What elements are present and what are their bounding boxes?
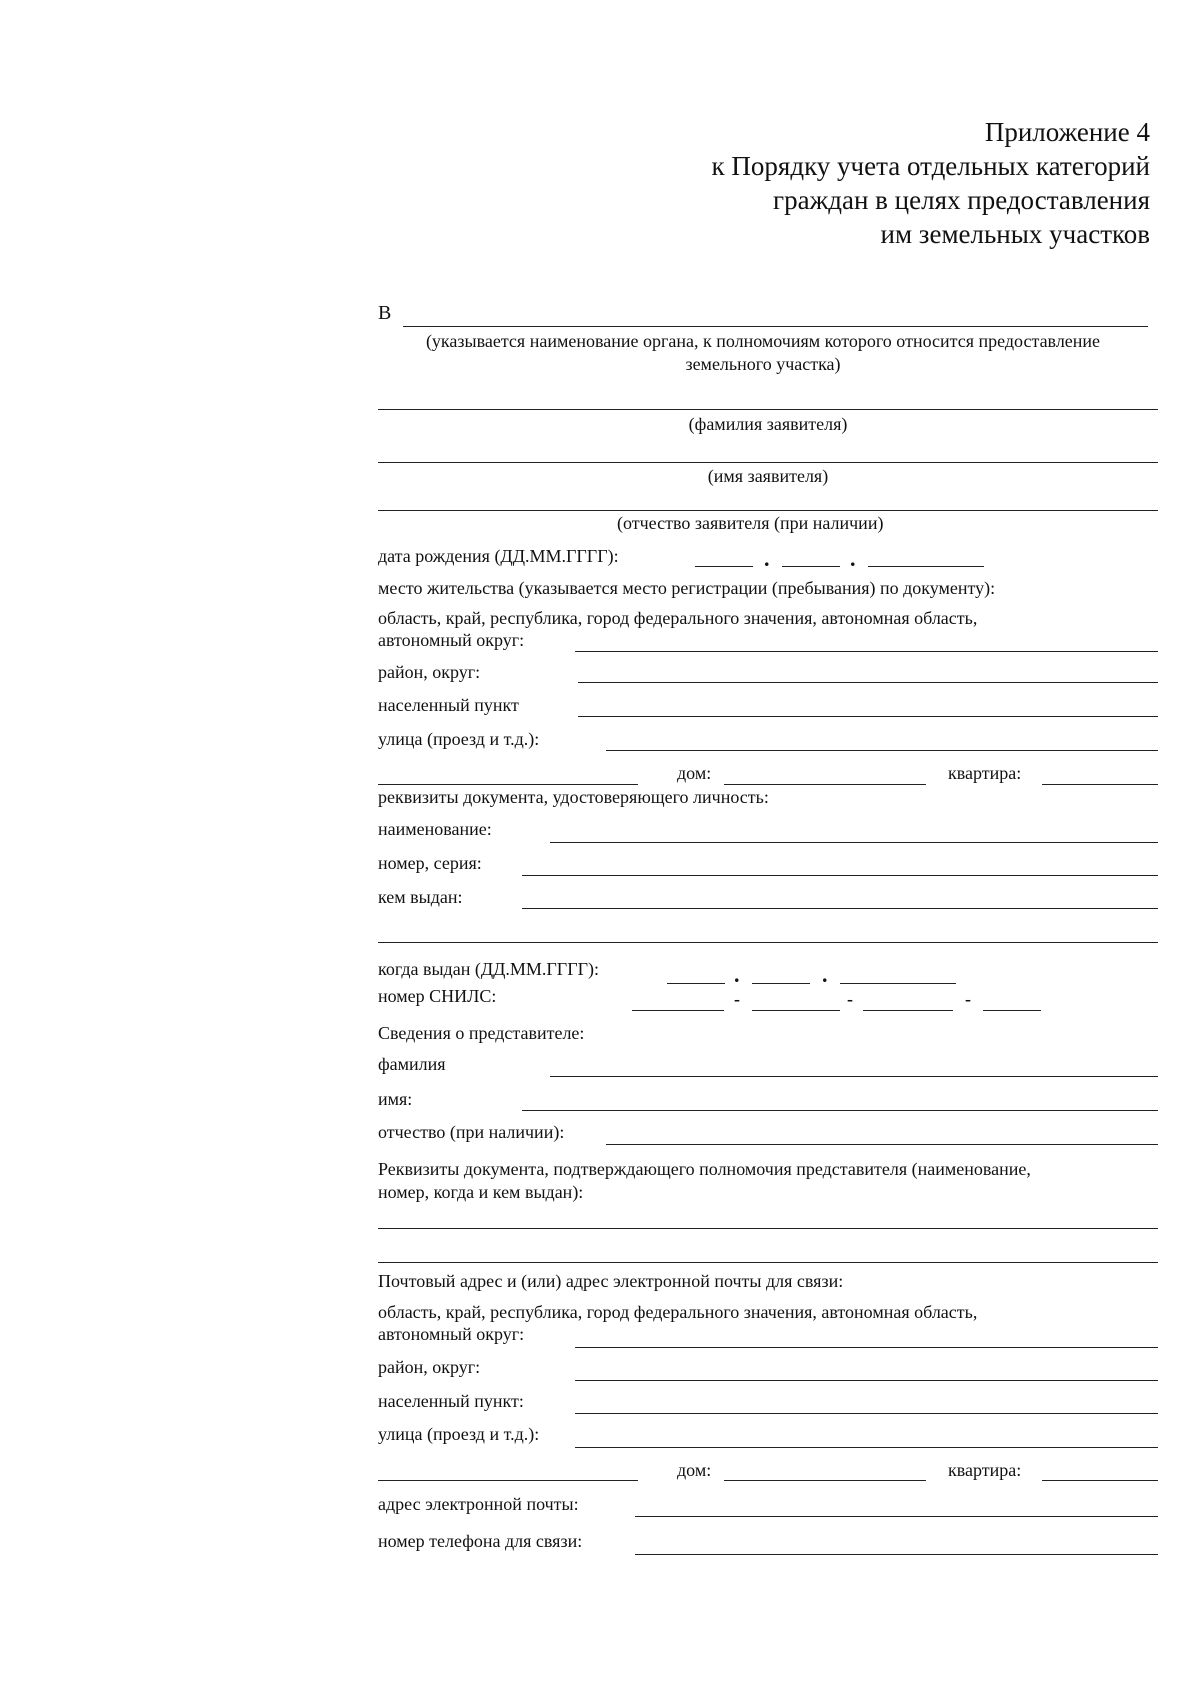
appendix-subtitle-line-1: к Порядку учета отдельных категорий	[711, 151, 1150, 181]
residence-region-label-line-2: автономный округ:	[378, 630, 525, 650]
residence-apartment-label: квартира:	[948, 763, 1022, 783]
contact-district-label: район, округ:	[378, 1357, 481, 1377]
snils-part-2-field[interactable]	[752, 1010, 840, 1011]
contact-region-label-line-2: автономный округ:	[378, 1324, 525, 1344]
authority-document-label-line-1: Реквизиты документа, подтверждающего полномочия представителя (наименование,	[378, 1159, 1031, 1179]
residence-district-label: район, округ:	[378, 662, 481, 682]
birth-date-label: дата рождения (ДД.ММ.ГГГГ):	[378, 546, 619, 566]
issue-year-field[interactable]	[840, 983, 956, 984]
contact-phone-label: номер телефона для связи:	[378, 1531, 583, 1551]
representative-surname-field[interactable]	[550, 1076, 1158, 1077]
residence-street-field[interactable]	[606, 750, 1158, 751]
snils-separator: -	[734, 989, 740, 1009]
representative-patronymic-field[interactable]	[606, 1144, 1158, 1145]
contact-street-label: улица (проезд и т.д.):	[378, 1424, 540, 1444]
residence-region-label-line-1: область, край, республика, город федерального значения, автономная область,	[378, 608, 978, 628]
contact-house-label: дом:	[677, 1460, 712, 1480]
birth-day-field[interactable]	[695, 566, 753, 567]
document-header	[450, 115, 1150, 251]
contact-street-field[interactable]	[575, 1447, 1158, 1448]
id-document-issuer-continuation-field[interactable]	[378, 942, 1158, 943]
contact-apartment-label: квартира:	[948, 1460, 1022, 1480]
residence-settlement-label: населенный пункт	[378, 695, 519, 715]
residence-street-continuation-field[interactable]	[378, 784, 638, 785]
snils-part-3-field[interactable]	[863, 1010, 953, 1011]
contact-apartment-field[interactable]	[1042, 1480, 1158, 1481]
birth-date-separator: .	[764, 546, 770, 571]
id-document-number-label: номер, серия:	[378, 853, 482, 873]
applicant-surname-caption: (фамилия заявителя)	[688, 414, 848, 434]
id-document-issue-date-label: когда выдан (ДД.ММ.ГГГГ):	[378, 959, 600, 979]
appendix-subtitle-line-3: им земельных участков	[880, 219, 1150, 249]
contact-settlement-label: населенный пункт:	[378, 1391, 524, 1411]
id-document-name-label: наименование:	[378, 819, 492, 839]
applicant-surname-field[interactable]	[378, 409, 1158, 410]
applicant-patronymic-caption: (отчество заявителя (при наличии)	[617, 513, 884, 533]
authority-document-continuation-field[interactable]	[378, 1262, 1158, 1263]
id-document-issuer-field[interactable]	[522, 908, 1158, 909]
applicant-patronymic-field[interactable]	[378, 510, 1158, 511]
issue-date-separator: .	[822, 962, 828, 987]
recipient-prefix: В	[378, 302, 392, 324]
authority-document-field[interactable]	[378, 1228, 1158, 1229]
contact-phone-field[interactable]	[635, 1554, 1158, 1555]
recipient-caption-line-2: земельного участка)	[685, 354, 841, 374]
appendix-subtitle-line-2: граждан в целях предоставления	[773, 185, 1150, 215]
representative-surname-label: фамилия	[378, 1054, 446, 1074]
contact-house-field[interactable]	[724, 1480, 926, 1481]
applicant-name-caption: (имя заявителя)	[707, 466, 829, 486]
contact-email-label: адрес электронной почты:	[378, 1494, 579, 1514]
residence-house-field[interactable]	[724, 784, 926, 785]
snils-separator: -	[847, 989, 853, 1009]
snils-label: номер СНИЛС:	[378, 986, 497, 1006]
contact-region-label-line-1: область, край, республика, город федерального значения, автономная область,	[378, 1302, 978, 1322]
id-document-issuer-label: кем выдан:	[378, 887, 463, 907]
birth-month-field[interactable]	[782, 566, 840, 567]
representative-heading: Сведения о представителе:	[378, 1023, 585, 1043]
residence-label: место жительства (указывается место регистрации (пребывания) по документу):	[378, 578, 996, 598]
contact-region-field[interactable]	[575, 1347, 1158, 1348]
id-document-number-field[interactable]	[522, 875, 1158, 876]
residence-apartment-field[interactable]	[1042, 784, 1158, 785]
contact-heading: Почтовый адрес и (или) адрес электронной почты для связи:	[378, 1271, 844, 1291]
residence-district-field[interactable]	[578, 682, 1158, 683]
recipient-caption-line-1: (указывается наименование органа, к полномочиям которого относится предоставление	[425, 331, 1101, 351]
id-document-name-field[interactable]	[550, 842, 1158, 843]
recipient-field[interactable]	[403, 326, 1148, 327]
applicant-name-field[interactable]	[378, 462, 1158, 463]
residence-street-label: улица (проезд и т.д.):	[378, 729, 540, 749]
snils-part-1-field[interactable]	[632, 1010, 724, 1011]
representative-name-field[interactable]	[522, 1110, 1158, 1111]
birth-date-separator: .	[850, 546, 856, 571]
appendix-title: Приложение 4	[984, 117, 1150, 147]
snils-separator: -	[965, 989, 971, 1009]
issue-date-separator: .	[734, 962, 740, 987]
issue-day-field[interactable]	[667, 983, 725, 984]
authority-document-label-line-2: номер, когда и кем выдан):	[378, 1182, 584, 1202]
representative-patronymic-label: отчество (при наличии):	[378, 1122, 565, 1142]
id-document-label: реквизиты документа, удостоверяющего личность:	[378, 787, 769, 807]
contact-settlement-field[interactable]	[575, 1413, 1158, 1414]
contact-district-field[interactable]	[575, 1380, 1158, 1381]
contact-street-continuation-field[interactable]	[378, 1480, 638, 1481]
snils-checksum-field[interactable]	[983, 1010, 1041, 1011]
residence-house-label: дом:	[677, 763, 712, 783]
representative-name-label: имя:	[378, 1089, 413, 1109]
contact-email-field[interactable]	[635, 1516, 1158, 1517]
residence-region-field[interactable]	[575, 651, 1158, 652]
birth-year-field[interactable]	[868, 566, 984, 567]
issue-month-field[interactable]	[752, 983, 810, 984]
residence-settlement-field[interactable]	[578, 716, 1158, 717]
